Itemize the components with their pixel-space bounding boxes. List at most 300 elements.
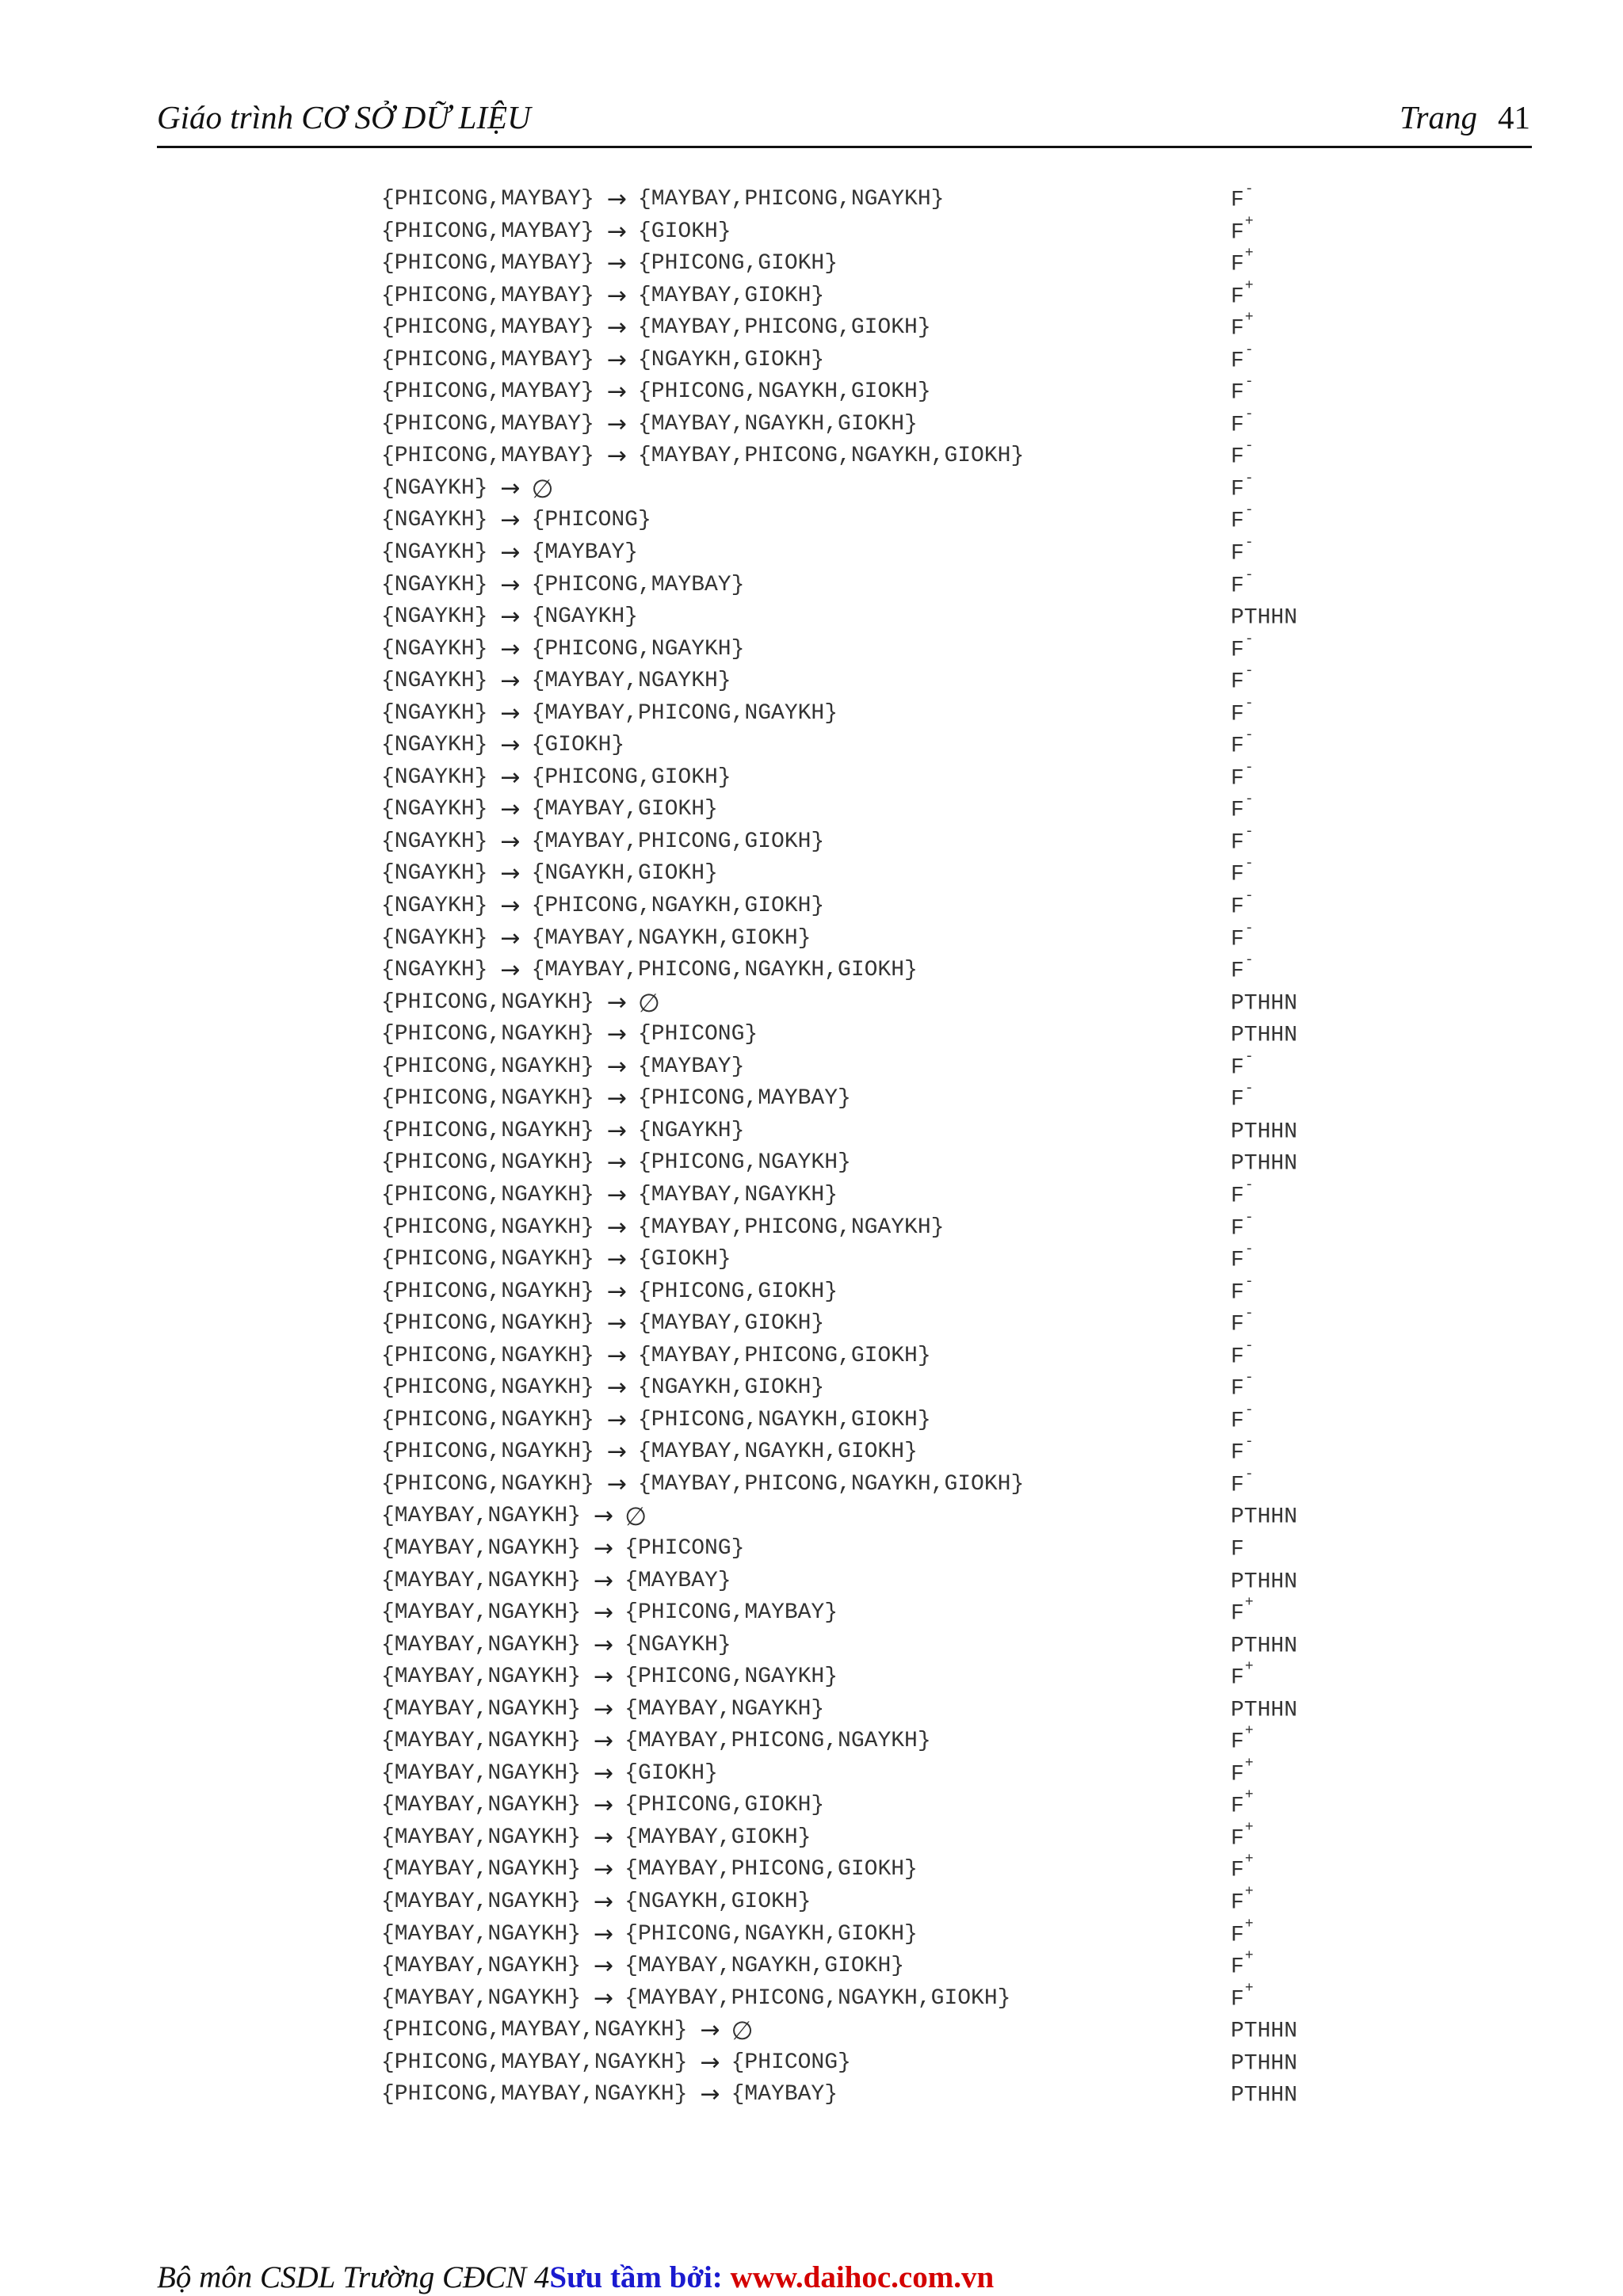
- dependency-rhs: {MAYBAY,PHICONG,GIOKH}: [531, 829, 825, 854]
- dependency-row: [381, 1241, 1411, 1276]
- dependency-class-label: F: [1231, 702, 1244, 727]
- dependency-rhs: {MAYBAY,PHICONG,NGAYKH}: [531, 700, 838, 726]
- dependency-lhs: {NGAYKH}: [381, 475, 488, 501]
- footer-url[interactable]: www.daihoc.com.vn: [730, 2260, 995, 2294]
- arrow-icon: →: [606, 1374, 627, 1402]
- dependency-lhs: {NGAYKH}: [381, 733, 488, 758]
- dependency-lhs: {PHICONG,MAYBAY}: [381, 251, 594, 277]
- dependency-lhs: {NGAYKH}: [381, 797, 488, 822]
- dependency-lhs: {PHICONG,MAYBAY}: [381, 283, 594, 308]
- arrow-icon: →: [594, 1791, 614, 1820]
- arrow-icon: →: [606, 314, 627, 342]
- dependency-lhs: {MAYBAY,NGAYKH}: [381, 1954, 582, 1979]
- dependency-class-label: F: [1231, 1986, 1244, 2012]
- dependency-lhs: {NGAYKH}: [381, 925, 488, 951]
- dependency-class-label: F: [1231, 477, 1244, 502]
- dependency-class-sign: -: [1244, 1081, 1254, 1097]
- dependency-row: [381, 1723, 1411, 1758]
- dependency-rhs: {NGAYKH,GIOKH}: [637, 1375, 825, 1401]
- dependency-row: [381, 823, 1411, 859]
- dependency-lhs: {PHICONG,NGAYKH}: [381, 1247, 594, 1272]
- dependency-rhs: ∅: [624, 1501, 647, 1532]
- dependency-lhs: {MAYBAY,NGAYKH}: [381, 1600, 582, 1626]
- dependency-class-sign: -: [1244, 470, 1254, 486]
- arrow-icon: →: [500, 956, 521, 985]
- arrow-icon: →: [594, 1759, 614, 1787]
- dependency-row: [381, 601, 1411, 634]
- dependency-rhs: {MAYBAY,NGAYKH}: [624, 1696, 825, 1722]
- dependency-rhs: {NGAYKH}: [637, 1118, 745, 1143]
- dependency-rhs: {MAYBAY,GIOKH}: [637, 1311, 825, 1337]
- dependency-class-label: PTHHN: [1231, 1505, 1298, 1530]
- dependency-lhs: {NGAYKH}: [381, 765, 488, 790]
- dependency-row: [381, 1048, 1411, 1084]
- arrow-icon: →: [500, 731, 521, 760]
- dependency-class-sign: +: [1244, 213, 1254, 230]
- arrow-icon: →: [606, 410, 627, 438]
- dependency-class-label: F: [1231, 1440, 1244, 1466]
- dependency-class-label: F: [1231, 1248, 1244, 1273]
- dependency-rhs: {MAYBAY,PHICONG,NGAYKH,GIOKH}: [637, 444, 1025, 469]
- dependency-class-label: F: [1231, 1537, 1244, 1562]
- dependency-class-sign: -: [1244, 374, 1254, 391]
- dependency-class-label: F: [1231, 541, 1244, 566]
- dependency-class-sign: -: [1244, 1466, 1254, 1482]
- dependency-class-sign: +: [1244, 1787, 1254, 1804]
- dependency-lhs: {PHICONG,NGAYKH}: [381, 1471, 594, 1497]
- arrow-icon: →: [606, 185, 627, 213]
- dependency-lhs: {NGAYKH}: [381, 861, 488, 887]
- dependency-class-label: PTHHN: [1231, 1023, 1298, 1048]
- dependency-rhs: {PHICONG,NGAYKH,GIOKH}: [637, 1407, 931, 1432]
- dependency-class-label: PTHHN: [1231, 2083, 1298, 2108]
- dependency-rhs: {PHICONG,GIOKH}: [624, 1793, 825, 1818]
- arrow-icon: →: [606, 1405, 627, 1434]
- dependency-class-sign: -: [1244, 727, 1254, 744]
- dependency-rhs: {MAYBAY,PHICONG,GIOKH}: [637, 1343, 931, 1368]
- header-rule: [157, 146, 1532, 148]
- dependency-class-label: F: [1231, 1794, 1244, 1819]
- page-number: 41: [1498, 99, 1530, 135]
- dependency-class-sign: -: [1244, 888, 1254, 905]
- dependency-class-sign: +: [1244, 1819, 1254, 1836]
- dependency-row: [381, 1854, 1411, 1886]
- arrow-icon: →: [606, 1213, 627, 1241]
- dependency-class-label: F: [1231, 1762, 1244, 1787]
- dependency-row: [381, 341, 1411, 377]
- dependency-class-label: F: [1231, 1665, 1244, 1691]
- dependency-lhs: {NGAYKH}: [381, 958, 488, 983]
- dependency-row: [381, 920, 1411, 955]
- dependency-row: [381, 2079, 1411, 2111]
- dependency-class-sign: -: [1244, 952, 1254, 969]
- dependency-lhs: {MAYBAY,NGAYKH}: [381, 1793, 582, 1818]
- dependency-class-label: F: [1231, 1312, 1244, 1337]
- dependency-row: [381, 1436, 1411, 1469]
- dependency-rhs: {NGAYKH,GIOKH}: [637, 347, 825, 372]
- dependency-rhs: {GIOKH}: [531, 733, 625, 758]
- dependency-lhs: {PHICONG,NGAYKH}: [381, 1440, 594, 1465]
- dependency-class-label: F: [1231, 509, 1244, 534]
- dependency-lhs: {PHICONG,NGAYKH}: [381, 1182, 594, 1207]
- dependency-lhs: {NGAYKH}: [381, 669, 488, 694]
- dependency-row: [381, 759, 1411, 795]
- dependency-class-label: F: [1231, 219, 1244, 245]
- dependency-class-sign: +: [1244, 1883, 1254, 1900]
- dependency-lhs: {PHICONG,MAYBAY}: [381, 347, 594, 372]
- dependency-class-label: F: [1231, 1473, 1244, 1498]
- dependency-class-label: F: [1231, 637, 1244, 662]
- header-title: Giáo trình CƠ SỞ DỮ LIỆU: [157, 99, 531, 135]
- dependency-lhs: {NGAYKH}: [381, 636, 488, 662]
- dependency-rhs: {GIOKH}: [637, 219, 731, 244]
- dependency-row: [381, 181, 1411, 216]
- dependency-lhs: {NGAYKH}: [381, 605, 488, 630]
- dependency-lhs: {PHICONG,MAYBAY}: [381, 444, 594, 469]
- arrow-icon: →: [594, 1663, 614, 1691]
- dependency-lhs: {PHICONG,MAYBAY,NGAYKH}: [381, 2018, 688, 2043]
- dependency-rhs: {MAYBAY,GIOKH}: [637, 283, 825, 308]
- dependency-row: [381, 858, 1411, 891]
- dependency-row: [381, 1308, 1411, 1341]
- dependency-rhs: {PHICONG,MAYBAY}: [531, 572, 745, 597]
- dependency-rhs: {PHICONG}: [637, 1022, 758, 1047]
- dependency-row: [381, 888, 1411, 923]
- dependency-rhs: {MAYBAY,PHICONG,GIOKH}: [624, 1857, 918, 1882]
- dependency-rhs: {MAYBAY,PHICONG,NGAYKH,GIOKH}: [637, 1471, 1025, 1497]
- dependency-lhs: {MAYBAY,NGAYKH}: [381, 1696, 582, 1722]
- arrow-icon: →: [606, 1310, 627, 1338]
- dependency-class-sign: -: [1244, 1273, 1254, 1290]
- arrow-icon: →: [500, 539, 521, 567]
- dependency-class-sign: -: [1244, 1306, 1254, 1322]
- arrow-icon: →: [606, 1341, 627, 1370]
- arrow-icon: →: [594, 1599, 614, 1627]
- arrow-icon: →: [606, 281, 627, 310]
- footer-source-label: Sưu tầm bởi:: [549, 2260, 731, 2294]
- arrow-icon: →: [606, 1180, 627, 1209]
- dependency-row: [381, 1694, 1411, 1726]
- dependency-lhs: {PHICONG,NGAYKH}: [381, 1311, 594, 1337]
- dependency-class-label: F: [1231, 284, 1244, 309]
- dependency-lhs: {NGAYKH}: [381, 700, 488, 726]
- arrow-icon: →: [500, 635, 521, 663]
- dependency-row: [381, 376, 1411, 409]
- dependency-lhs: {MAYBAY,NGAYKH}: [381, 1921, 582, 1947]
- dependency-rhs: {NGAYKH,GIOKH}: [624, 1889, 812, 1914]
- dependency-lhs: {PHICONG,NGAYKH}: [381, 1022, 594, 1047]
- dependency-row: [381, 406, 1411, 441]
- dependency-rhs: {MAYBAY,NGAYKH,GIOKH}: [531, 925, 812, 951]
- arrow-icon: →: [594, 1887, 614, 1916]
- dependency-rhs: {MAYBAY,PHICONG,GIOKH}: [637, 315, 931, 341]
- dependency-lhs: {MAYBAY,NGAYKH}: [381, 1568, 582, 1593]
- arrow-icon: →: [606, 442, 627, 471]
- dependency-rhs: {MAYBAY,PHICONG,NGAYKH}: [637, 187, 945, 212]
- arrow-icon: →: [500, 860, 521, 888]
- dependency-class-sign: +: [1244, 1723, 1254, 1740]
- dependency-class-label: F: [1231, 669, 1244, 695]
- dependency-lhs: {PHICONG,NGAYKH}: [381, 1054, 594, 1079]
- dependency-class-label: F: [1231, 1826, 1244, 1852]
- dependency-class-label: F: [1231, 1344, 1244, 1370]
- dependency-rhs: {MAYBAY}: [531, 540, 638, 566]
- dependency-row: [381, 727, 1411, 762]
- dependency-row: [381, 1630, 1411, 1662]
- dependency-class-sign: -: [1244, 1370, 1254, 1386]
- dependency-class-sign: -: [1244, 1434, 1254, 1451]
- dependency-class-sign: -: [1244, 535, 1254, 551]
- dependency-lhs: {NGAYKH}: [381, 540, 488, 566]
- dependency-class-label: F: [1231, 188, 1244, 213]
- dependency-class-label: F: [1231, 1955, 1244, 1980]
- dependency-lhs: {PHICONG,NGAYKH}: [381, 1150, 594, 1176]
- dependency-class-label: F: [1231, 1280, 1244, 1305]
- dependency-class-sign: +: [1244, 1916, 1254, 1932]
- dependency-class-label: F: [1231, 1409, 1244, 1434]
- dependency-class-label: F: [1231, 734, 1244, 759]
- dependency-list: [381, 181, 1411, 2111]
- arrow-icon: →: [606, 1277, 627, 1306]
- arrow-icon: →: [594, 1534, 614, 1562]
- arrow-icon: →: [700, 2016, 720, 2045]
- dependency-class-sign: -: [1244, 791, 1254, 808]
- arrow-icon: →: [606, 378, 627, 406]
- dependency-class-label: F: [1231, 252, 1244, 277]
- dependency-lhs: {PHICONG,NGAYKH}: [381, 1343, 594, 1368]
- dependency-class-label: F: [1231, 862, 1244, 887]
- dependency-row: [381, 277, 1411, 313]
- dependency-rhs: {MAYBAY,NGAYKH,GIOKH}: [637, 1440, 918, 1465]
- dependency-row: [381, 1402, 1411, 1437]
- arrow-icon: →: [500, 924, 521, 952]
- arrow-icon: →: [700, 2048, 720, 2077]
- dependency-rhs: ∅: [731, 2016, 754, 2046]
- dependency-rhs: {PHICONG}: [624, 1535, 745, 1561]
- dependency-lhs: {PHICONG,MAYBAY,NGAYKH}: [381, 2050, 688, 2075]
- dependency-class-sign: -: [1244, 1337, 1254, 1354]
- dependency-class-label: PTHHN: [1231, 1569, 1298, 1594]
- dependency-lhs: {NGAYKH}: [381, 572, 488, 597]
- dependency-row: [381, 695, 1411, 730]
- dependency-rhs: {MAYBAY,NGAYKH}: [637, 1182, 838, 1207]
- dependency-class-label: F: [1231, 1890, 1244, 1916]
- dependency-class-label: F: [1231, 1376, 1244, 1402]
- dependency-row: [381, 1948, 1411, 1983]
- dependency-rhs: {PHICONG,NGAYKH}: [531, 636, 745, 662]
- dependency-class-label: F: [1231, 798, 1244, 823]
- header-page: [1400, 98, 1530, 136]
- dependency-class-sign: +: [1244, 1659, 1254, 1676]
- dependency-class-label: PTHHN: [1231, 2019, 1298, 2044]
- dependency-lhs: {PHICONG,MAYBAY,NGAYKH}: [381, 2082, 688, 2107]
- arrow-icon: →: [500, 667, 521, 696]
- dependency-lhs: {MAYBAY,NGAYKH}: [381, 1535, 582, 1561]
- dependency-rhs: {GIOKH}: [637, 1247, 731, 1272]
- dependency-row: [381, 631, 1411, 666]
- arrow-icon: →: [606, 1116, 627, 1145]
- dependency-row: [381, 502, 1411, 537]
- dependency-rhs: {PHICONG}: [731, 2050, 851, 2075]
- dependency-lhs: {PHICONG,MAYBAY}: [381, 379, 594, 405]
- dependency-rhs: {MAYBAY}: [637, 1054, 745, 1079]
- dependency-lhs: {PHICONG,MAYBAY}: [381, 187, 594, 212]
- dependency-rhs: {MAYBAY}: [731, 2082, 838, 2107]
- dependency-class: [1231, 2073, 1298, 2111]
- dependency-class-sign: -: [1244, 502, 1254, 519]
- dependency-rhs: ∅: [637, 987, 660, 1018]
- dependency-class-label: PTHHN: [1231, 1698, 1298, 1723]
- dependency-class-label: F: [1231, 894, 1244, 920]
- arrow-icon: →: [594, 1920, 614, 1948]
- dependency-lhs: {PHICONG,NGAYKH}: [381, 1375, 594, 1401]
- arrow-icon: →: [500, 603, 521, 631]
- dependency-rhs: {PHICONG,MAYBAY}: [624, 1600, 838, 1626]
- dependency-class-label: F: [1231, 316, 1244, 341]
- dependency-row: [381, 1372, 1411, 1405]
- arrow-icon: →: [606, 1470, 627, 1498]
- arrow-icon: →: [606, 1020, 627, 1049]
- arrow-icon: →: [594, 1952, 614, 1981]
- dependency-lhs: {MAYBAY,NGAYKH}: [381, 1985, 582, 2011]
- arrow-icon: →: [594, 1566, 614, 1595]
- dependency-class-sign: +: [1244, 246, 1254, 262]
- dependency-rhs: {GIOKH}: [624, 1760, 718, 1786]
- arrow-icon: →: [594, 1630, 614, 1659]
- dependency-class-label: PTHHN: [1231, 1119, 1298, 1145]
- dependency-class-sign: +: [1244, 310, 1254, 326]
- dependency-lhs: {PHICONG,NGAYKH}: [381, 1215, 594, 1240]
- dependency-rhs: {NGAYKH,GIOKH}: [531, 861, 718, 887]
- dependency-row: [381, 213, 1411, 249]
- dependency-class-label: PTHHN: [1231, 1151, 1298, 1177]
- dependency-class-sign: -: [1244, 1402, 1254, 1418]
- dependency-row: [381, 1019, 1411, 1051]
- dependency-rhs: {MAYBAY}: [624, 1568, 731, 1593]
- dependency-row: [381, 791, 1411, 826]
- dependency-class-sign: -: [1244, 631, 1254, 647]
- dependency-rhs: {PHICONG,GIOKH}: [531, 765, 731, 790]
- arrow-icon: →: [500, 474, 521, 502]
- dependency-class-sign: +: [1244, 1852, 1254, 1868]
- dependency-rhs: {PHICONG,NGAYKH,GIOKH}: [531, 894, 825, 919]
- dependency-rhs: {PHICONG,NGAYKH,GIOKH}: [637, 379, 931, 405]
- dependency-class-sign: +: [1244, 277, 1254, 294]
- dependency-row: [381, 1177, 1411, 1212]
- arrow-icon: →: [606, 250, 627, 278]
- arrow-icon: →: [500, 699, 521, 727]
- dependency-class-label: F: [1231, 1087, 1244, 1112]
- dependency-class-label: F: [1231, 959, 1244, 984]
- dependency-lhs: {PHICONG,MAYBAY}: [381, 219, 594, 244]
- arrow-icon: →: [606, 345, 627, 374]
- dependency-rhs: {PHICONG,NGAYKH}: [624, 1665, 838, 1690]
- arrow-icon: →: [606, 217, 627, 246]
- arrow-icon: →: [500, 827, 521, 856]
- dependency-class-label: F: [1231, 1184, 1244, 1209]
- dependency-row: [381, 1755, 1411, 1791]
- dependency-rhs: {MAYBAY,NGAYKH}: [531, 669, 731, 694]
- arrow-icon: →: [594, 1727, 614, 1756]
- arrow-icon: →: [606, 1149, 627, 1177]
- arrow-icon: →: [500, 506, 521, 535]
- dependency-class-sign: +: [1244, 1755, 1254, 1772]
- dependency-lhs: {MAYBAY,NGAYKH}: [381, 1729, 582, 1754]
- dependency-class-sign: -: [1244, 856, 1254, 872]
- arrow-icon: →: [606, 1052, 627, 1081]
- dependency-class-sign: -: [1244, 1048, 1254, 1065]
- dependency-rhs: {MAYBAY,PHICONG,NGAYKH,GIOKH}: [531, 958, 918, 983]
- dependency-class-sign: -: [1244, 181, 1254, 197]
- dependency-row: [381, 438, 1411, 473]
- dependency-row: [381, 663, 1411, 698]
- dependency-rhs: {PHICONG,NGAYKH}: [637, 1150, 851, 1176]
- dependency-rhs: ∅: [531, 473, 554, 504]
- dependency-class-label: F: [1231, 926, 1244, 952]
- dependency-lhs: {MAYBAY,NGAYKH}: [381, 1760, 582, 1786]
- dependency-class-sign: -: [1244, 406, 1254, 422]
- dependency-rhs: {NGAYKH}: [531, 605, 638, 630]
- dependency-class-label: F: [1231, 380, 1244, 406]
- dependency-lhs: {PHICONG,NGAYKH}: [381, 990, 594, 1015]
- dependency-class-sign: -: [1244, 920, 1254, 936]
- dependency-row: [381, 1209, 1411, 1245]
- dependency-lhs: {PHICONG,NGAYKH}: [381, 1086, 594, 1112]
- footer: [157, 2260, 994, 2295]
- dependency-rhs: {PHICONG,MAYBAY}: [637, 1086, 851, 1112]
- dependency-class-sign: +: [1244, 1948, 1254, 1965]
- dependency-class-sign: -: [1244, 1209, 1254, 1226]
- dependency-lhs: {MAYBAY,NGAYKH}: [381, 1857, 582, 1882]
- dependency-rhs: {MAYBAY,NGAYKH,GIOKH}: [637, 411, 918, 437]
- dependency-row: [381, 1501, 1411, 1533]
- dependency-lhs: {MAYBAY,NGAYKH}: [381, 1665, 582, 1690]
- dependency-class-label: F: [1231, 444, 1244, 470]
- dependency-class-label: F: [1231, 1730, 1244, 1755]
- dependency-row: [381, 248, 1411, 280]
- dependency-lhs: {MAYBAY,NGAYKH}: [381, 1889, 582, 1914]
- dependency-class-sign: -: [1244, 663, 1254, 680]
- dependency-class-sign: -: [1244, 438, 1254, 455]
- dependency-lhs: {MAYBAY,NGAYKH}: [381, 1504, 582, 1529]
- dependency-class-sign: +: [1244, 1595, 1254, 1611]
- dependency-class-label: F: [1231, 830, 1244, 856]
- dependency-row: [381, 1916, 1411, 1951]
- dependency-row: [381, 470, 1411, 505]
- arrow-icon: →: [606, 1085, 627, 1113]
- dependency-class-sign: -: [1244, 759, 1254, 776]
- dependency-lhs: {PHICONG,MAYBAY}: [381, 411, 594, 437]
- dependency-rhs: {MAYBAY,GIOKH}: [624, 1825, 812, 1850]
- dependency-row: [381, 537, 1411, 570]
- dependency-rhs: {PHICONG,GIOKH}: [637, 1279, 838, 1304]
- arrow-icon: →: [594, 1502, 614, 1531]
- dependency-lhs: {PHICONG,MAYBAY}: [381, 315, 594, 341]
- arrow-icon: →: [500, 763, 521, 791]
- arrow-icon: →: [594, 1984, 614, 2012]
- arrow-icon: →: [594, 1823, 614, 1852]
- dependency-row: [381, 1273, 1411, 1309]
- arrow-icon: →: [594, 1855, 614, 1884]
- arrow-icon: →: [500, 570, 521, 599]
- dependency-class-label: F: [1231, 766, 1244, 791]
- arrow-icon: →: [606, 1245, 627, 1274]
- footer-department: Bộ môn CSDL Trường CĐCN 4: [157, 2260, 550, 2294]
- dependency-lhs: {PHICONG,NGAYKH}: [381, 1279, 594, 1304]
- dependency-row: [381, 1337, 1411, 1373]
- dependency-class-sign: -: [1244, 341, 1254, 358]
- arrow-icon: →: [500, 795, 521, 824]
